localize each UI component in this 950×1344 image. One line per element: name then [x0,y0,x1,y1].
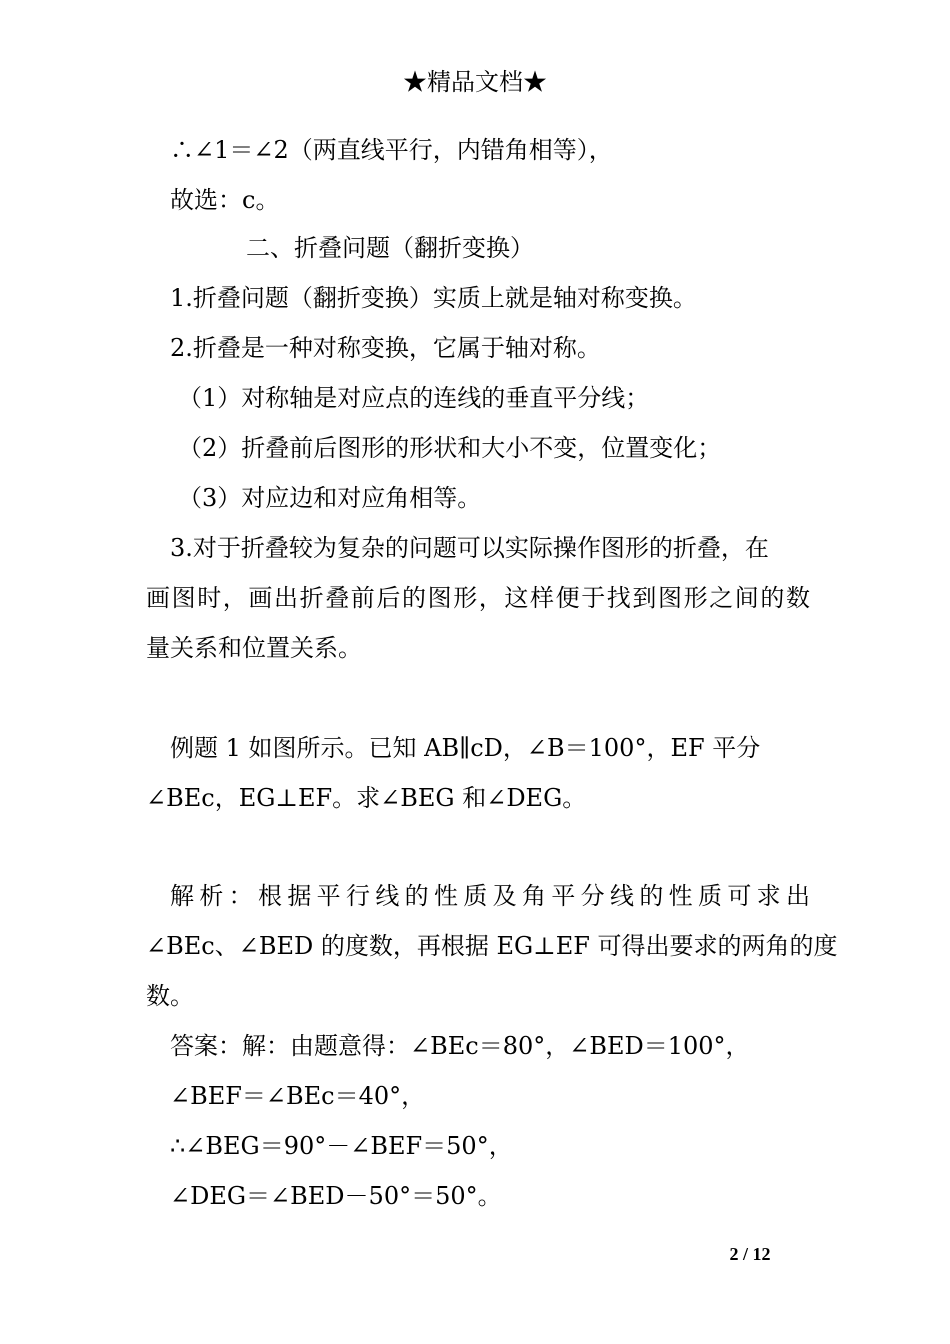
text-line: 2.折叠是一种对称变换，它属于轴对称。 [170,334,601,362]
text-line: 3.对于折叠较为复杂的问题可以实际操作图形的折叠，在 [170,534,769,562]
text-line: ∴∠1＝∠2（两直线平行，内错角相等）， [170,136,613,164]
page-header: ★精品文档★ [403,68,547,96]
answer-text: ∴∠BEG＝90°－∠BEF＝50°， [170,1132,513,1160]
text-line: 故选：c。 [170,186,280,214]
text-line: 量关系和位置关系。 [146,634,362,662]
analysis-text: ∠BEc、∠BED 的度数，再根据 EG⊥EF 可得出要求的两角的度 [146,932,838,960]
answer-text: ∠BEF＝∠BEc＝40°， [170,1082,426,1110]
section-heading: 二、折叠问题（翻折变换） [246,234,534,262]
answer-text: ∠DEG＝∠BED－50°＝50°。 [170,1182,502,1210]
analysis-text: 解析：根据平行线的性质及角平分线的性质可求出 [170,882,810,910]
list-item: （1）对称轴是对应点的连线的垂直平分线； [178,384,650,412]
page-number: 2 / 12 [729,1244,771,1264]
example-text: ∠BEc，EG⊥EF。求∠BEG 和∠DEG。 [146,784,587,812]
text-line: 画图时，画出折叠前后的图形，这样便于找到图形之间的数 [146,584,810,612]
answer-text: 答案：解：由题意得：∠BEc＝80°，∠BED＝100°， [170,1032,750,1060]
example-text: 例题 1 如图所示。已知 AB∥cD，∠B＝100°，EF 平分 [170,734,761,762]
list-item: （3）对应边和对应角相等。 [178,484,482,512]
text-line: 1.折叠问题（翻折变换）实质上就是轴对称变换。 [170,284,697,312]
analysis-text: 数。 [146,982,194,1010]
list-item: （2）折叠前后图形的形状和大小不变，位置变化； [178,434,722,462]
